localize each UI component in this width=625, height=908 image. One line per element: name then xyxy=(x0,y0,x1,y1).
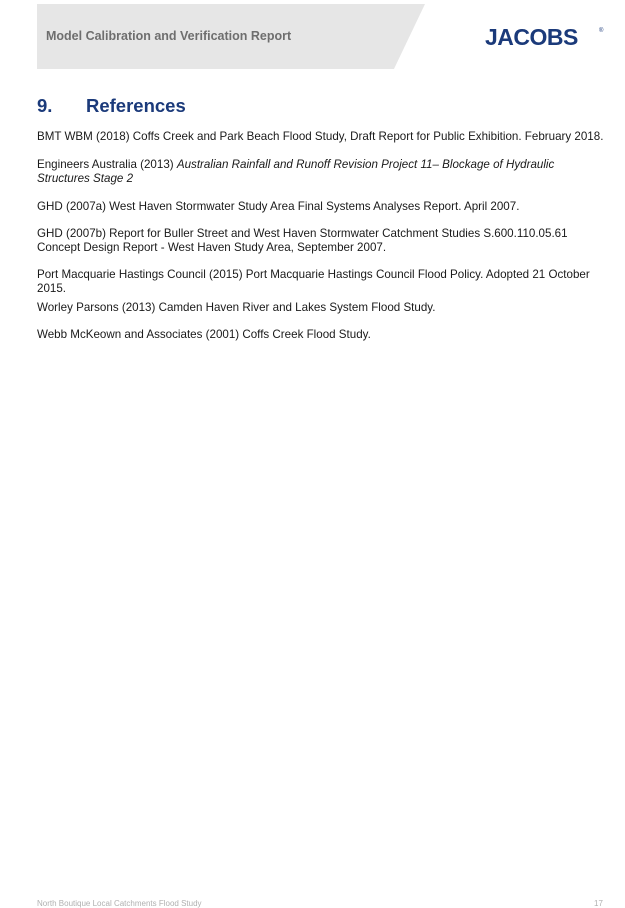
section-number: 9. xyxy=(37,95,53,116)
reference-text: Port Macquarie Hastings Council (2015) Port Macquarie Hastings Council Flood Policy. Adopted 21 October 2015. xyxy=(37,268,590,295)
reference-item xyxy=(37,200,607,214)
reference-text: Webb McKeown and Associates (2001) Coffs Creek Flood Study. xyxy=(37,328,371,341)
reference-item xyxy=(37,268,607,295)
reference-item xyxy=(37,130,607,144)
jacobs-logo: JACOBS xyxy=(485,24,578,50)
reference-item xyxy=(37,158,607,185)
page-number: 17 xyxy=(594,899,603,908)
reference-text: BMT WBM (2018) Coffs Creek and Park Beach Flood Study, Draft Report for Public Exhibition. February 2018. xyxy=(37,130,604,143)
reference-text: Engineers Australia (2013) xyxy=(37,158,177,171)
footer-text: North Boutique Local Catchments Flood Study xyxy=(37,899,202,908)
header-title: Model Calibration and Verification Report xyxy=(46,29,292,43)
reference-text: GHD (2007a) West Haven Stormwater Study Area Final Systems Analyses Report. April 2007. xyxy=(37,200,520,213)
reference-item xyxy=(37,301,607,315)
section-heading xyxy=(37,95,186,117)
reference-text: GHD (2007b) Report for Buller Street and West Haven Stormwater Catchment Studies S.600.110.05.61 Concept Design Report - West Haven Study Area, September 2007. xyxy=(37,227,568,254)
section-title: References xyxy=(86,95,186,116)
reference-text: Worley Parsons (2013) Camden Haven River and Lakes System Flood Study. xyxy=(37,301,436,314)
registered-mark: ® xyxy=(599,28,604,34)
reference-italic-title: Australian Rainfall and Runoff Revision Project 11– Blockage of Hydraulic Structures Stage 2 xyxy=(37,158,555,185)
reference-item xyxy=(37,227,607,254)
reference-item xyxy=(37,328,607,342)
